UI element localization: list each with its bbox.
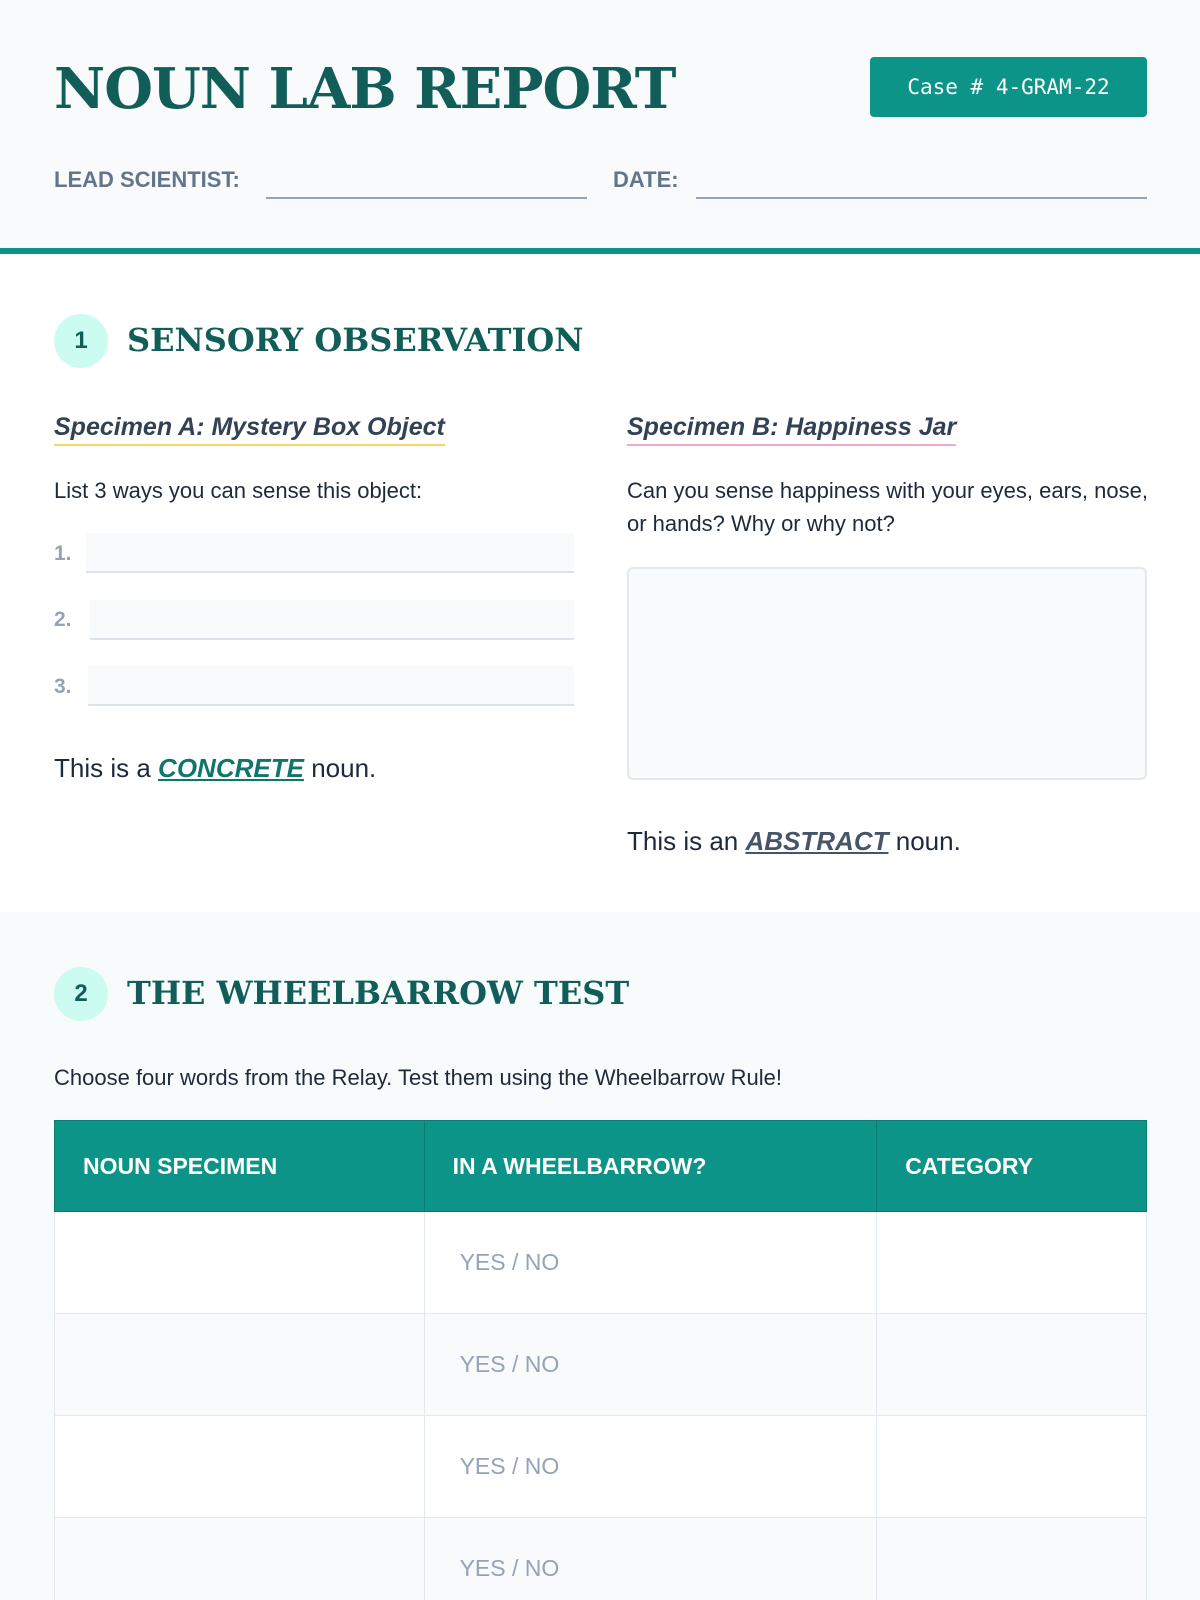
statement-prefix: This is an <box>627 826 739 856</box>
sense-answer-field-2[interactable] <box>90 600 574 640</box>
abstract-statement <box>627 823 961 859</box>
table-row <box>55 1518 1147 1600</box>
date-field[interactable] <box>696 197 1147 199</box>
specimen-b-prompt: Can you sense happiness with your eyes, ears, nose, or hands? Why or why not? <box>627 478 1148 536</box>
case-number-badge: Case # 4-GRAM-22 <box>870 57 1147 117</box>
column-header-noun-specimen: NOUN SPECIMEN <box>55 1121 425 1212</box>
happiness-answer-box[interactable] <box>627 567 1147 780</box>
sense-answer-field-3[interactable] <box>88 666 574 706</box>
noun-specimen-cell[interactable] <box>55 1212 425 1314</box>
specimen-b-title: Specimen B: Happiness Jar <box>627 410 956 446</box>
table-header-row <box>55 1121 1147 1212</box>
answer-number: 1. <box>54 542 72 565</box>
table-row <box>55 1212 1147 1314</box>
section-1-number-badge: 1 <box>54 314 108 368</box>
wheelbarrow-answer-cell[interactable]: YES / NO <box>424 1314 877 1416</box>
category-cell[interactable] <box>877 1416 1147 1518</box>
page-title: NOUN LAB REPORT <box>54 56 676 122</box>
category-cell[interactable] <box>877 1518 1147 1600</box>
column-header-in-a-wheelbarrow: IN A WHEELBARROW? <box>424 1121 877 1212</box>
wheelbarrow-answer-cell[interactable]: YES / NO <box>424 1416 877 1518</box>
concrete-statement <box>54 750 376 786</box>
noun-specimen-cell[interactable] <box>55 1314 425 1416</box>
report-header <box>0 0 1200 254</box>
noun-specimen-cell[interactable] <box>55 1518 425 1600</box>
answer-number: 3. <box>54 675 72 698</box>
specimen-a-title: Specimen A: Mystery Box Object <box>54 410 445 446</box>
wheelbarrow-test-table <box>54 1120 1147 1600</box>
category-cell[interactable] <box>877 1314 1147 1416</box>
lead-scientist-field[interactable] <box>266 197 587 199</box>
abstract-keyword: ABSTRACT <box>745 826 889 856</box>
table-row <box>55 1416 1147 1518</box>
column-header-category: CATEGORY <box>877 1121 1147 1212</box>
wheelbarrow-answer-cell[interactable]: YES / NO <box>424 1518 877 1600</box>
specimen-a-prompt: List 3 ways you can sense this object: <box>54 478 423 503</box>
statement-suffix: noun. <box>895 826 961 856</box>
answer-number: 2. <box>54 608 72 631</box>
section-2-title: THE WHEELBARROW TEST <box>127 974 630 1012</box>
statement-suffix: noun. <box>311 753 377 783</box>
noun-specimen-cell[interactable] <box>55 1416 425 1518</box>
statement-prefix: This is a <box>54 753 151 783</box>
date-label: DATE: <box>613 167 679 192</box>
wheelbarrow-answer-cell[interactable]: YES / NO <box>424 1212 877 1314</box>
section-1-title: SENSORY OBSERVATION <box>127 321 584 359</box>
concrete-keyword: CONCRETE <box>158 753 304 783</box>
section-2-number-badge: 2 <box>54 967 108 1021</box>
category-cell[interactable] <box>877 1212 1147 1314</box>
sense-answer-field-1[interactable] <box>86 533 574 573</box>
section-2-instructions: Choose four words from the Relay. Test them using the Wheelbarrow Rule! <box>54 1065 782 1090</box>
lead-scientist-label: LEAD SCIENTIST: <box>54 167 240 192</box>
table-row <box>55 1314 1147 1416</box>
